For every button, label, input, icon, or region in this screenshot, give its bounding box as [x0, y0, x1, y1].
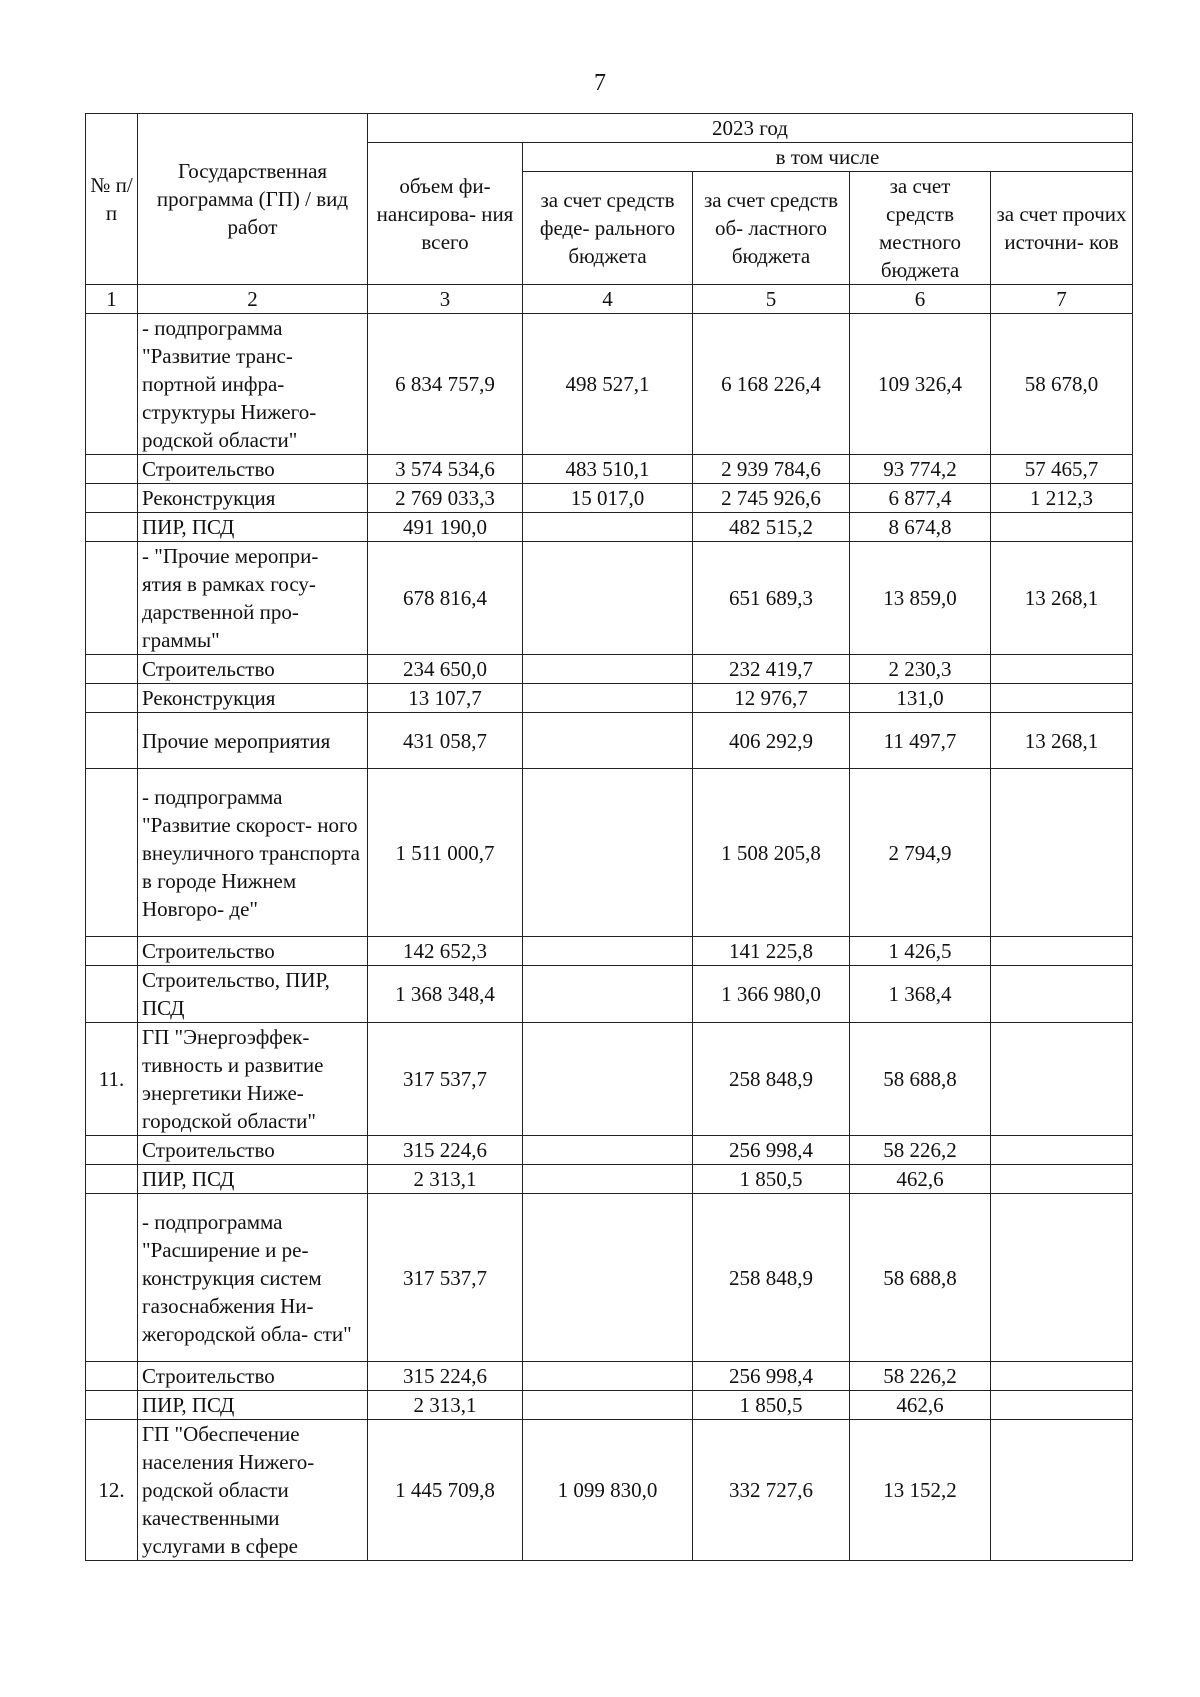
cell-total: 431 058,7	[368, 713, 523, 769]
cell-total: 2 313,1	[368, 1391, 523, 1420]
cell-num	[86, 542, 138, 655]
budget-table	[85, 113, 1133, 1561]
cell-local: 58 226,2	[850, 1136, 991, 1165]
header-index: 3	[368, 285, 523, 314]
table-row	[86, 513, 1133, 542]
cell-name: - подпрограмма "Развитие транс- портной инфра- структуры Нижего- родской области"	[138, 314, 368, 455]
cell-other	[991, 655, 1133, 684]
cell-regional: 406 292,9	[693, 713, 850, 769]
cell-regional: 1 366 980,0	[693, 966, 850, 1023]
header-index: 2	[138, 285, 368, 314]
cell-total: 1 511 000,7	[368, 769, 523, 937]
cell-total: 3 574 534,6	[368, 455, 523, 484]
cell-regional: 258 848,9	[693, 1194, 850, 1362]
cell-federal: 15 017,0	[523, 484, 693, 513]
cell-name: - "Прочие меропри- ятия в рамках госу- дарственной про- граммы"	[138, 542, 368, 655]
cell-total: 142 652,3	[368, 937, 523, 966]
cell-federal	[523, 966, 693, 1023]
cell-total: 678 816,4	[368, 542, 523, 655]
cell-local: 462,6	[850, 1165, 991, 1194]
cell-num	[86, 655, 138, 684]
header-index: 5	[693, 285, 850, 314]
cell-local: 13 152,2	[850, 1420, 991, 1561]
cell-local: 58 688,8	[850, 1194, 991, 1362]
cell-local: 58 688,8	[850, 1023, 991, 1136]
table-row	[86, 455, 1133, 484]
header-index: 1	[86, 285, 138, 314]
cell-regional: 1 508 205,8	[693, 769, 850, 937]
cell-num	[86, 1194, 138, 1362]
cell-num	[86, 1362, 138, 1391]
cell-other	[991, 1165, 1133, 1194]
header-regional: за счет средств об- ластного бюджета	[693, 172, 850, 285]
table-row	[86, 769, 1133, 937]
cell-other	[991, 966, 1133, 1023]
cell-total: 317 537,7	[368, 1023, 523, 1136]
cell-federal	[523, 937, 693, 966]
cell-num	[86, 455, 138, 484]
cell-total: 315 224,6	[368, 1136, 523, 1165]
table-row	[86, 1165, 1133, 1194]
cell-federal	[523, 655, 693, 684]
header-program: Государственная программа (ГП) / вид работ	[138, 114, 368, 285]
cell-name: ГП "Энергоэффек- тивность и развитие энергетики Ниже- городской области"	[138, 1023, 368, 1136]
cell-federal	[523, 1194, 693, 1362]
table-row	[86, 1420, 1133, 1561]
cell-num	[86, 937, 138, 966]
cell-federal: 483 510,1	[523, 455, 693, 484]
cell-name: ПИР, ПСД	[138, 1391, 368, 1420]
cell-total: 234 650,0	[368, 655, 523, 684]
cell-name: Строительство	[138, 455, 368, 484]
cell-other	[991, 684, 1133, 713]
cell-regional: 1 850,5	[693, 1165, 850, 1194]
cell-regional: 256 998,4	[693, 1362, 850, 1391]
cell-other	[991, 1391, 1133, 1420]
cell-federal	[523, 684, 693, 713]
cell-num	[86, 314, 138, 455]
cell-num	[86, 1165, 138, 1194]
cell-name: Строительство	[138, 1136, 368, 1165]
cell-other: 13 268,1	[991, 713, 1133, 769]
table-row	[86, 713, 1133, 769]
cell-name: ГП "Обеспечение населения Нижего- родской области качественными услугами в сфере	[138, 1420, 368, 1561]
cell-other	[991, 1362, 1133, 1391]
table-body	[86, 314, 1133, 1561]
cell-num	[86, 1136, 138, 1165]
cell-total: 2 769 033,3	[368, 484, 523, 513]
cell-name: ПИР, ПСД	[138, 513, 368, 542]
cell-other	[991, 769, 1133, 937]
cell-regional: 2 939 784,6	[693, 455, 850, 484]
cell-federal	[523, 713, 693, 769]
header-federal: за счет средств феде- рального бюджета	[523, 172, 693, 285]
cell-name: - подпрограмма "Расширение и ре- конструкция систем газоснабжения Ни- жегородской обла- сти"	[138, 1194, 368, 1362]
cell-other	[991, 1194, 1133, 1362]
cell-regional: 256 998,4	[693, 1136, 850, 1165]
table-row	[86, 1391, 1133, 1420]
cell-name: ПИР, ПСД	[138, 1165, 368, 1194]
cell-other	[991, 1136, 1133, 1165]
cell-federal	[523, 1165, 693, 1194]
cell-regional: 332 727,6	[693, 1420, 850, 1561]
cell-num	[86, 713, 138, 769]
cell-name: Реконструкция	[138, 684, 368, 713]
cell-other	[991, 1023, 1133, 1136]
cell-total: 6 834 757,9	[368, 314, 523, 455]
cell-local: 2 794,9	[850, 769, 991, 937]
cell-num	[86, 1391, 138, 1420]
cell-other	[991, 1420, 1133, 1561]
cell-total: 1 368 348,4	[368, 966, 523, 1023]
cell-local: 58 226,2	[850, 1362, 991, 1391]
cell-name: Строительство	[138, 937, 368, 966]
cell-local: 131,0	[850, 684, 991, 713]
header-total: объем фи- нансирова- ния всего	[368, 143, 523, 285]
header-including: в том числе	[523, 143, 1133, 172]
cell-other: 13 268,1	[991, 542, 1133, 655]
cell-regional: 141 225,8	[693, 937, 850, 966]
cell-other: 1 212,3	[991, 484, 1133, 513]
header-index: 6	[850, 285, 991, 314]
cell-federal	[523, 542, 693, 655]
cell-federal: 1 099 830,0	[523, 1420, 693, 1561]
header-index: 7	[991, 285, 1133, 314]
table-row	[86, 937, 1133, 966]
cell-num	[86, 684, 138, 713]
cell-regional: 1 850,5	[693, 1391, 850, 1420]
cell-local: 93 774,2	[850, 455, 991, 484]
table-row	[86, 1194, 1133, 1362]
cell-other: 57 465,7	[991, 455, 1133, 484]
cell-total: 2 313,1	[368, 1165, 523, 1194]
table-row	[86, 314, 1133, 455]
cell-federal	[523, 1362, 693, 1391]
cell-federal	[523, 1136, 693, 1165]
cell-regional: 12 976,7	[693, 684, 850, 713]
cell-federal	[523, 1391, 693, 1420]
cell-name: Строительство	[138, 1362, 368, 1391]
cell-num: 12.	[86, 1420, 138, 1561]
cell-name: Строительство, ПИР, ПСД	[138, 966, 368, 1023]
cell-local: 6 877,4	[850, 484, 991, 513]
cell-federal	[523, 769, 693, 937]
header-year: 2023 год	[368, 114, 1133, 143]
table-row	[86, 1136, 1133, 1165]
cell-other: 58 678,0	[991, 314, 1133, 455]
header-other: за счет прочих источни- ков	[991, 172, 1133, 285]
cell-federal	[523, 1023, 693, 1136]
cell-name: Реконструкция	[138, 484, 368, 513]
cell-name: Строительство	[138, 655, 368, 684]
cell-local: 1 426,5	[850, 937, 991, 966]
table-row	[86, 684, 1133, 713]
cell-total: 315 224,6	[368, 1362, 523, 1391]
table-row	[86, 542, 1133, 655]
cell-other	[991, 937, 1133, 966]
cell-federal	[523, 513, 693, 542]
table-row	[86, 655, 1133, 684]
cell-local: 2 230,3	[850, 655, 991, 684]
cell-num	[86, 513, 138, 542]
cell-total: 317 537,7	[368, 1194, 523, 1362]
cell-num	[86, 769, 138, 937]
cell-num	[86, 966, 138, 1023]
table-row	[86, 484, 1133, 513]
page-number: 7	[594, 70, 606, 96]
table-row	[86, 1023, 1133, 1136]
cell-local: 8 674,8	[850, 513, 991, 542]
cell-regional: 6 168 226,4	[693, 314, 850, 455]
cell-local: 13 859,0	[850, 542, 991, 655]
cell-num	[86, 484, 138, 513]
cell-num: 11.	[86, 1023, 138, 1136]
cell-local: 109 326,4	[850, 314, 991, 455]
cell-regional: 482 515,2	[693, 513, 850, 542]
cell-local: 462,6	[850, 1391, 991, 1420]
table-row	[86, 1362, 1133, 1391]
header-num: № п/ п	[86, 114, 138, 285]
header-local: за счет средств местного бюджета	[850, 172, 991, 285]
cell-regional: 2 745 926,6	[693, 484, 850, 513]
cell-other	[991, 513, 1133, 542]
cell-local: 11 497,7	[850, 713, 991, 769]
cell-total: 13 107,7	[368, 684, 523, 713]
cell-total: 491 190,0	[368, 513, 523, 542]
cell-regional: 258 848,9	[693, 1023, 850, 1136]
cell-name: - подпрограмма "Развитие скорост- ного внеуличного транспорта в городе Нижнем Новгоро- де"	[138, 769, 368, 937]
header-index: 4	[523, 285, 693, 314]
cell-local: 1 368,4	[850, 966, 991, 1023]
cell-total: 1 445 709,8	[368, 1420, 523, 1561]
cell-regional: 651 689,3	[693, 542, 850, 655]
table-row	[86, 966, 1133, 1023]
cell-federal: 498 527,1	[523, 314, 693, 455]
cell-regional: 232 419,7	[693, 655, 850, 684]
cell-name: Прочие мероприятия	[138, 713, 368, 769]
